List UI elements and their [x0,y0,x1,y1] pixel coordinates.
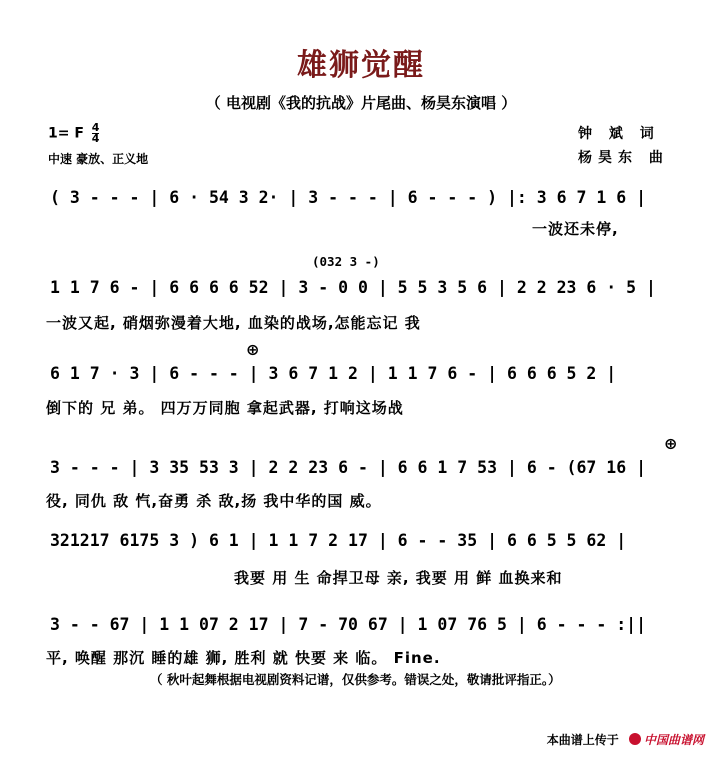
footer-credit [547,731,704,748]
coda-sign-1: ⊕ [246,340,260,359]
lyrics-line-3: 倒下的 兄 弟。 四万万同胞 拿起武器, 打响这场战 [46,399,404,417]
time-signature [92,123,100,144]
lyrics-line-5: 我要 用 生 命捍卫母 亲, 我要 用 鲜 血换来和 [234,569,563,587]
upload-text: 本曲谱上传于 [546,733,619,747]
site-logo [629,731,704,748]
lyricist-credit: 钟 斌 词 [578,126,660,142]
time-bottom: 4 [91,132,100,145]
transcription-note: （ 秋叶起舞根据电视剧资料记谱，仅供参考。错误之处，敬请批评指正。） [150,672,561,687]
lyrics-line-1: 一波还未停, [532,220,619,238]
coda-sign-2: ⊕ [664,434,678,453]
notation-line-3: 6 1 7 · 3 | 6 - - - | 3 6 7 1 2 | 1 1 7 6 - | 6 6 6 5 2 | [50,364,617,383]
key-signature [48,123,99,144]
notation-line-2: 1 1 7 6 - | 6 6 6 6 52 | 3 - 0 0 | 5 5 3 5 6 | 2 2 23 6 · 5 | [50,278,656,297]
tempo-marking: 中速 豪放、正义地 [48,152,149,166]
composer-credit: 杨昊东 曲 [578,150,669,166]
notation-line-5: 321217 6175 3 ) 6 1 | 1 1 7 2 17 | 6 - - 35 | 6 6 5 5 62 | [50,531,627,550]
lyrics-line-4: 役, 同仇 敌 忾,奋勇 杀 敌,扬 我中华的国 威。 [46,492,382,510]
song-subtitle: （ 电视剧《我的抗战》片尾曲、杨昊东演唱 ） [205,94,517,112]
notation-line-1: ( 3 - - - | 6 · 54 3 2· | 3 - - - | 6 - - - ) |: 3 6 7 1 6 | [50,188,647,207]
time-top: 4 [91,121,100,134]
site-name: 中国曲谱网 [643,733,704,747]
lyrics-line-6: 平, 唤醒 那沉 睡的雄 狮, 胜利 就 快要 来 临。 Fine. [46,649,441,667]
notation-line-6: 3 - - 67 | 1 1 07 2 17 | 7 - 70 67 | 1 07 76 5 | 6 - - - :|| [50,615,647,634]
key-text: 1= F [48,125,84,142]
site-logo-icon [629,733,641,745]
cue-notes: (032 3 -) [312,254,380,269]
notation-line-4: 3 - - - | 3 35 53 3 | 2 2 23 6 - | 6 6 1 7 53 | 6 - (67 16 | [50,458,647,477]
song-title: 雄狮觉醒 [297,48,425,83]
lyrics-line-2: 一波又起, 硝烟弥漫着大地, 血染的战场,怎能忘记 我 [46,314,421,332]
